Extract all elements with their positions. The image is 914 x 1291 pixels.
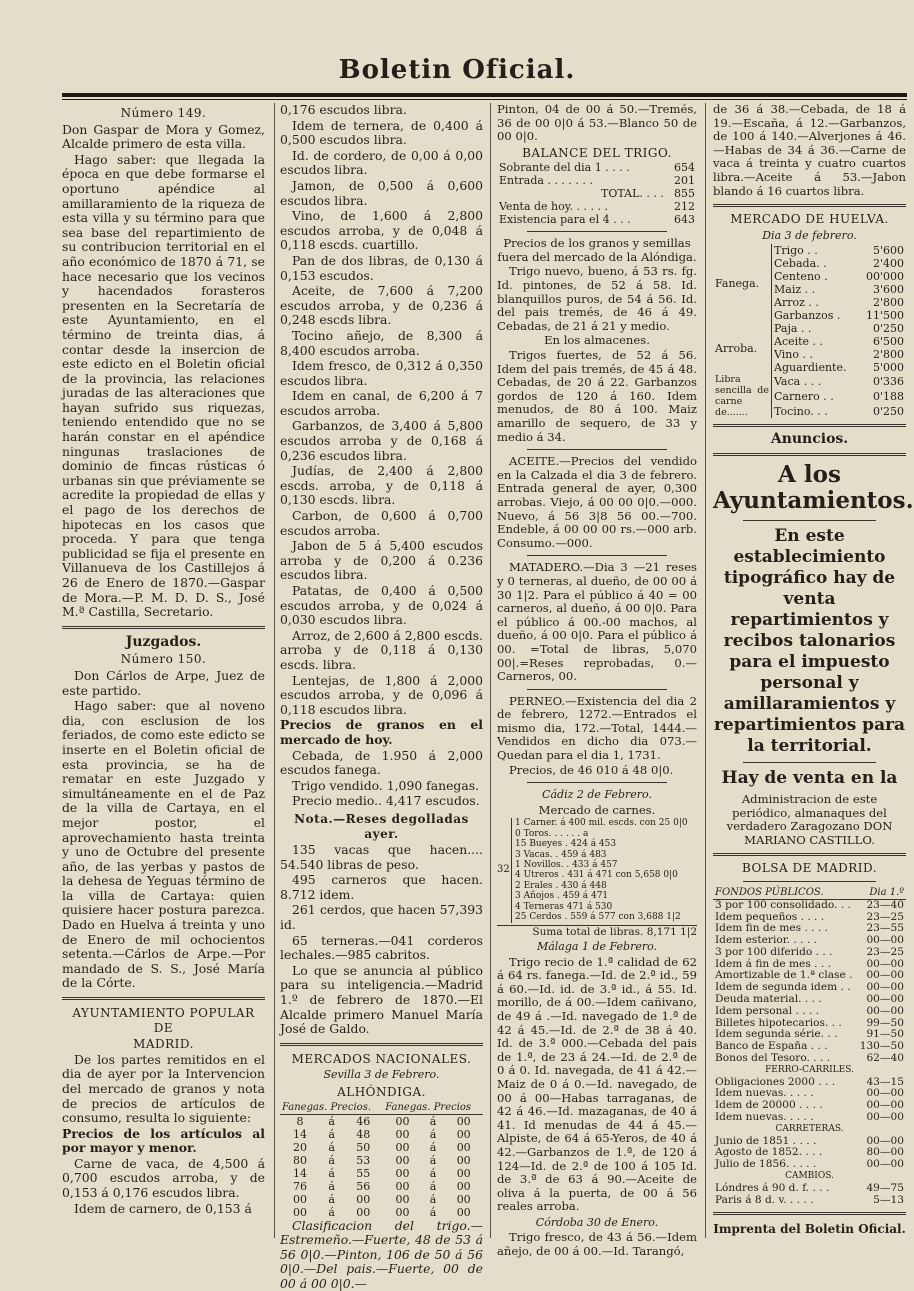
cell: 20 bbox=[280, 1141, 320, 1154]
cell: 00 bbox=[444, 1114, 483, 1128]
cell: 55 bbox=[343, 1167, 383, 1180]
cell: 53 bbox=[343, 1154, 383, 1167]
divider bbox=[743, 762, 876, 763]
cell: á bbox=[320, 1180, 343, 1193]
cell: 00 bbox=[343, 1193, 383, 1206]
cell: 00 bbox=[444, 1167, 483, 1180]
price-item: Judías, de 2,400 á 2,800 escds. arroba, y de 0,118 á 0,130 escds. libra. bbox=[280, 464, 483, 508]
cell: 00—00 bbox=[857, 935, 906, 947]
cell: 76 bbox=[280, 1180, 320, 1193]
price-item: Jabon de 5 á 5,400 escudos arroba y de 0,200 á 0.236 escudos libra. bbox=[280, 539, 483, 583]
cell: 00—00 bbox=[857, 970, 906, 982]
list-item: 15 Bueyes . 424 á 453 bbox=[515, 839, 688, 849]
cell: Aceite . . bbox=[772, 335, 859, 348]
cell: 56 bbox=[343, 1180, 383, 1193]
table-row bbox=[497, 161, 697, 174]
cell: 00 bbox=[383, 1128, 422, 1141]
header-cell: Precios. bbox=[330, 1102, 371, 1113]
paragraph: 135 vacas que hacen.... 54.540 libras de peso. bbox=[280, 843, 483, 872]
table-subheading bbox=[713, 1124, 906, 1136]
paragraph: Precio medio.. 4,417 escudos. bbox=[280, 794, 483, 809]
cell: Lóndres á 90 d. f. . . . bbox=[713, 1183, 857, 1195]
price-item: Idem de ternera, de 0,400 á 0,500 escudos libra. bbox=[280, 119, 483, 148]
table-row bbox=[713, 1112, 906, 1124]
cell: Deuda material. . . . bbox=[713, 994, 857, 1006]
cell: á bbox=[320, 1128, 343, 1141]
cell: 00—00 bbox=[857, 1006, 906, 1018]
advert-text: En este establecimiento tipográfico hay de venta repartimientos y recibos talonarios para el impuesto personal y amillaramientos y repartimientos para la territorial. bbox=[713, 526, 906, 757]
table-header bbox=[280, 1101, 383, 1115]
price-item: Lentejas, de 1,800 á 2,000 escudos arroba, y de 0,096 á 0,118 escudos libra. bbox=[280, 674, 483, 718]
cell: Venta de hoy. . . . . . bbox=[497, 200, 666, 213]
table-header bbox=[383, 1101, 483, 1115]
paragraph: PERNEO.—Existencia del dia 2 de febrero, 1272.—Entrados el mismo dia, 172.—Total, 1444.—Vendidos en dicho dia 073.—Quedan para el dia 1, 1731. bbox=[497, 695, 697, 763]
header-rule bbox=[62, 93, 907, 100]
cell: 130—50 bbox=[857, 1041, 906, 1053]
cell: Idem esterior. . . . . bbox=[713, 935, 857, 947]
cell: 00—00 bbox=[857, 994, 906, 1006]
advert-heading: Hay de venta en la bbox=[713, 768, 906, 789]
paragraph: Cebada, de 1.950 á 2,000 escudos fanega. bbox=[280, 749, 483, 778]
cell: Idem de 20000 . . . . bbox=[713, 1100, 857, 1112]
section-heading: BOLSA DE MADRID. bbox=[713, 862, 906, 876]
table-row bbox=[280, 1128, 483, 1141]
cell: 23—40 bbox=[857, 899, 906, 911]
table-row bbox=[280, 1180, 483, 1193]
divider bbox=[527, 782, 667, 783]
cell: 643 bbox=[666, 213, 697, 226]
paragraph: Trigo vendido. 1,090 fanegas. bbox=[280, 779, 483, 794]
cell: 8 bbox=[280, 1114, 320, 1128]
paragraph: Don Cárlos de Arpe, Juez de este partido. bbox=[62, 669, 265, 698]
cell: 00 bbox=[383, 1167, 422, 1180]
cell: Bonos del Tesoro. . . . bbox=[713, 1053, 857, 1065]
price-item: 0,176 escudos libra. bbox=[280, 103, 483, 118]
cell: Carnero . . bbox=[772, 389, 859, 404]
table-subheading bbox=[713, 1065, 906, 1077]
cell: Idem de segunda idem . . bbox=[713, 982, 857, 994]
table-row bbox=[280, 1114, 483, 1128]
price-item: Aceite, de 7,600 á 7,200 escudos arroba, y de 0,236 á 0,248 escds libra. bbox=[280, 284, 483, 328]
cell: Vino . . bbox=[772, 348, 859, 361]
divider bbox=[713, 204, 906, 207]
cell: 00—00 bbox=[857, 1159, 906, 1171]
paragraph: MATADERO.—Dia 3 —21 reses y 0 terneras, al dueño, de 00 00 á 30 1|2. Para el público á 40 = 00 carneros, al dueño, á 00 0|0. Para el público á 00.-00 machos, al dueño, á 00 0|0. Para el público á 00. =Total de libras, 5,070 00|.=Reses reprobadas, 0.—Carneros, 00. bbox=[497, 561, 697, 683]
advert-title: A los Ayuntamientos. bbox=[713, 462, 906, 514]
unit-label: Arroba. bbox=[713, 322, 772, 374]
printer-imprint: Imprenta del Boletin Oficial. bbox=[713, 1223, 906, 1237]
paragraph: 65 terneras.—041 corderos lechales.—985 cabritos. bbox=[280, 934, 483, 963]
cell: á bbox=[422, 1167, 445, 1180]
cell: 2'800 bbox=[858, 296, 906, 309]
unit-label: Libra sencilla de carne de....... bbox=[713, 374, 772, 418]
table-header-row bbox=[713, 887, 906, 899]
table-row bbox=[713, 1053, 906, 1065]
cell: Paja . . bbox=[772, 322, 859, 335]
cell: 00 bbox=[444, 1141, 483, 1154]
cell: 46 bbox=[343, 1114, 383, 1128]
cell: 654 bbox=[666, 161, 697, 174]
subheading: Precios de granos en el mercado de hoy. bbox=[280, 718, 483, 747]
price-item: Tocino añejo, de 8,300 á 8,400 escudos arroba. bbox=[280, 329, 483, 358]
paragraph: de 36 á 38.—Cebada, de 18 á 19.—Escaña, á 12.—Garbanzos, de 100 á 140.—Alverjones á 46.—Habas de 34 á 36.—Carne de vaca á treinta y cuatro cuartos libra.—Aceite á 53.—Jabon blando á 16 cuartos libra. bbox=[713, 103, 906, 198]
price-item: Arroz, de 2,600 á 2,800 escds. arroba y de 0,118 á 0,130 escds. libra. bbox=[280, 629, 483, 673]
cell: 6'500 bbox=[858, 335, 906, 348]
paragraph: Don Gaspar de Mora y Gomez, Alcalde primero de esta villa. bbox=[62, 123, 265, 152]
cell: 0'250 bbox=[858, 404, 906, 419]
cell: 50 bbox=[343, 1141, 383, 1154]
cell: 00 bbox=[444, 1180, 483, 1193]
cell: 00'000 bbox=[858, 270, 906, 283]
cell: 855 bbox=[666, 187, 697, 200]
cell: Amortizable de 1.ª clase . bbox=[713, 970, 857, 982]
cell: 3'600 bbox=[858, 283, 906, 296]
cell: 00—00 bbox=[857, 1136, 906, 1148]
cell: Paris á 8 d. v. . . . . bbox=[713, 1195, 857, 1207]
table-row bbox=[497, 187, 697, 200]
cell: CARRETERAS. bbox=[713, 1124, 906, 1136]
table-row bbox=[713, 1159, 906, 1171]
cell: 43—15 bbox=[857, 1077, 906, 1089]
cell: 5'600 bbox=[858, 244, 906, 257]
cell: á bbox=[320, 1206, 343, 1219]
cell: FERRO-CARRILES. bbox=[713, 1065, 906, 1077]
cell: 5'000 bbox=[858, 361, 906, 374]
cell: Cebada. . bbox=[772, 257, 859, 270]
table-row bbox=[713, 899, 906, 911]
market-date: Málaga 1 de Febrero. bbox=[497, 940, 697, 954]
divider bbox=[280, 1043, 483, 1046]
divider bbox=[713, 853, 906, 856]
table-row bbox=[497, 174, 697, 187]
cell: 00 bbox=[383, 1141, 422, 1154]
cell: Maiz . . bbox=[772, 283, 859, 296]
cell: Billetes hipotecarios. . . bbox=[713, 1018, 857, 1030]
edict-number: Número 149. bbox=[62, 106, 265, 121]
cell: á bbox=[320, 1141, 343, 1154]
cell: Julio de 1856. . . . . bbox=[713, 1159, 857, 1171]
divider bbox=[62, 997, 265, 1000]
cell: Idem á fin de mes . . . bbox=[713, 959, 857, 971]
cell: Agosto de 1852. . . . bbox=[713, 1147, 857, 1159]
paragraph: Carne de vaca, de 4,500 á 0,700 escudos arroba, y de 0,153 á 0,176 escudos libra. bbox=[62, 1157, 265, 1201]
list-item: 1 Novillos. . 433 á 457 bbox=[515, 860, 688, 870]
paragraph: De los partes remitidos en el dia de ayer por la Intervencion del mercado de granos y nota de precios de artículos de consumo, resulta lo siguiente: bbox=[62, 1053, 265, 1126]
divider bbox=[713, 424, 906, 427]
cell: Banco de España . . . bbox=[713, 1041, 857, 1053]
header-cell: Fanegas. bbox=[282, 1102, 327, 1113]
table-row bbox=[497, 213, 697, 226]
cell: 5—13 bbox=[857, 1195, 906, 1207]
cell: 3 por 100 diferido . . . bbox=[713, 947, 857, 959]
cell: 2'400 bbox=[858, 257, 906, 270]
cell: 00—00 bbox=[857, 959, 906, 971]
divider bbox=[713, 453, 906, 456]
market-date: Cádiz 2 de Febrero. bbox=[497, 788, 697, 802]
cell: 49—75 bbox=[857, 1183, 906, 1195]
cell: 00—00 bbox=[857, 1100, 906, 1112]
paragraph: Hago saber: que llegada la época en que debe formarse el oportuno apéndice al amillaramiento de la riqueza de esta villa y su término para que sea base del repartimiento de su contribucion territorial en el año económico de 1870 á 71, se hace necesario que los vecinos y hacendados forasteros presenten en la Secretaría de este Ayuntamiento, en el término de treinta dias, á contar desde la insercion de este edicto en el Boletin oficial de la provincia, las relaciones juradas de las alteraciones que hayan sufrido sus riquezas, teniendo entendido que no se harán constar en el apéndice ningunas traslaciones de dominio de fincas rústicas ó urbanas sin que préviamente se acredite la propiedad de ellas y el pago de los derechos de hipotecas en los casos que proceda. Y para que tenga publicidad se fija el presente en Villanueva de los Castillejos á 26 de Enero de 1870.—Gaspar de Mora.—P. M. D. D. S., José M.ª Castilla, Secretario. bbox=[62, 153, 265, 620]
cell: Idem fin de mes . . . . bbox=[713, 923, 857, 935]
column-1 bbox=[62, 103, 265, 1233]
subheading: En los almacenes. bbox=[497, 334, 697, 348]
subheading: Precios de los artículos al por mayor y menor. bbox=[62, 1127, 265, 1156]
cell: 3 por 100 consolidado. . . bbox=[713, 899, 857, 911]
cell: 00 bbox=[383, 1180, 422, 1193]
cell: 80—00 bbox=[857, 1147, 906, 1159]
cell: 00 bbox=[444, 1193, 483, 1206]
subheading: Mercado de carnes. bbox=[497, 804, 697, 818]
section-heading: Juzgados. bbox=[62, 635, 265, 650]
cell: Idem segunda série. . . bbox=[713, 1029, 857, 1041]
header-cell: Fanegas. bbox=[385, 1102, 430, 1113]
cell: 00 bbox=[444, 1154, 483, 1167]
column-3 bbox=[497, 103, 697, 1233]
cell: 00 bbox=[444, 1128, 483, 1141]
header-cell: Precios bbox=[434, 1102, 471, 1113]
cell: á bbox=[422, 1128, 445, 1141]
cell: á bbox=[320, 1154, 343, 1167]
list-item: 2 Erales . 430 á 448 bbox=[515, 881, 688, 891]
paragraph: Clasificacion del trigo.—Estremeño.—Fuerte, 48 de 53 á 56 0|0.—Pinton, 106 de 50 á 56 0|0.—Del pais.—Fuerte, 00 de 00 á 00 0|0.— bbox=[280, 1219, 483, 1291]
cell: 14 bbox=[280, 1128, 320, 1141]
paragraph: 495 carneros que hacen. 8.712 idem. bbox=[280, 873, 483, 902]
paragraph: Pinton, 04 de 00 á 50.—Tremés, 36 de 00 0|0 á 53.—Blanco 50 de 00 0|0. bbox=[497, 103, 697, 144]
column-rule bbox=[705, 103, 706, 1238]
cell: 00 bbox=[280, 1193, 320, 1206]
cell: Vaca . . . bbox=[772, 374, 859, 389]
cell: 00—00 bbox=[857, 982, 906, 994]
cell: Sobrante del dia 1 . . . . bbox=[497, 161, 666, 174]
balance-table bbox=[497, 161, 697, 226]
unit-label: Fanega. bbox=[713, 244, 772, 322]
cell: á bbox=[320, 1114, 343, 1128]
cell: Aguardiente. bbox=[772, 361, 859, 374]
cell: 212 bbox=[666, 200, 697, 213]
cell: TOTAL. . . . bbox=[497, 187, 666, 200]
cell: Idem nuevas. . . . . bbox=[713, 1088, 857, 1100]
paragraph: Idem de carnero, de 0,153 á bbox=[62, 1202, 265, 1217]
market-date: Sevilla 3 de Febrero. bbox=[280, 1068, 483, 1083]
carnes-list bbox=[511, 818, 688, 922]
list-item: 1 Carner. á 400 mil. escds. con 25 0|0 bbox=[515, 818, 688, 828]
cell: 00 bbox=[383, 1206, 422, 1219]
cell: CAMBIOS. bbox=[713, 1171, 906, 1183]
header-cell: Dia 1.º bbox=[857, 887, 906, 899]
price-item: Garbanzos, de 3,400 á 5,800 escudos arroba y de 0,168 á 0,236 escudos libra. bbox=[280, 419, 483, 463]
section-heading: Anuncios. bbox=[713, 433, 906, 447]
section-heading: MERCADOS NACIONALES. bbox=[280, 1052, 483, 1067]
table-row bbox=[713, 1183, 906, 1195]
table-row bbox=[280, 1193, 483, 1206]
paragraph: Trigo recio de 1.ª calidad de 62 á 64 rs. fanega.—Id. de 2.ª id., 59 á 60.—Id. id. de 3.ª id., á 55. Id. morillo, de á 00.—Idem cañivano, de 49 á .—Id. navegado de 1.ª de 42 á 45.—Id. de 2.ª de 38 á 40. Id. de 3.ª 000.—Cebada del pais de 1.ª, de 23 á 24.—Id. de 2.ª de 0 á 0. Id. navegada, de 41 á 42.—Maiz de 0 á 0.—Id. navegado, de 00 á 00—Habas tarraganas, de 42 á 46.—Id. mazaganas, de 40 á 41. Id menudas de 44 á 45.—Alpiste, de 64 á 65-Yeros, de 40 á 42.—Garbanzos de 1.ª, de 120 á 124—Id. de 2.ª de 100 á 105 Id. de 3.ª de 63 á 90.—Aceite de oliva á la puerta, de 00 á 56 reales arroba. bbox=[497, 956, 697, 1214]
cell: Arroz . . bbox=[772, 296, 859, 309]
table-row bbox=[713, 1006, 906, 1018]
divider bbox=[62, 626, 265, 629]
price-item: Id. de cordero, de 0,00 á 0,00 escudos libra. bbox=[280, 149, 483, 178]
huelva-table bbox=[713, 244, 906, 418]
paragraph: Trigos fuertes, de 52 á 56. Idem del pais tremés, de 45 á 48. Cebadas, de 20 á 22. Garbanzos gordos de 120 á 160. Idem menudos, de 80 á 100. Maiz amarillo de sequero, de 33 y medio á 34. bbox=[497, 349, 697, 444]
cell: á bbox=[422, 1206, 445, 1219]
cell: 00 bbox=[343, 1206, 383, 1219]
table-row bbox=[713, 374, 906, 389]
cell: á bbox=[422, 1141, 445, 1154]
market-date: Córdoba 30 de Enero. bbox=[497, 1216, 697, 1230]
cell: 00 bbox=[383, 1154, 422, 1167]
table-row bbox=[713, 322, 906, 335]
list-item: 3 Vacas. . 459 á 483 bbox=[515, 850, 688, 860]
table-row bbox=[280, 1167, 483, 1180]
column-4 bbox=[713, 103, 906, 1233]
cell: 23—25 bbox=[857, 947, 906, 959]
divider bbox=[713, 1212, 906, 1215]
cell: 00 bbox=[383, 1193, 422, 1206]
header-cell: FONDOS PÚBLICOS. bbox=[713, 887, 857, 899]
cell: á bbox=[422, 1193, 445, 1206]
divider bbox=[527, 449, 667, 450]
cell: Idem nuevas. . . . . bbox=[713, 1112, 857, 1124]
carnes-block bbox=[497, 818, 697, 922]
cell: 201 bbox=[666, 174, 697, 187]
cell: 00—00 bbox=[857, 1112, 906, 1124]
cell: 14 bbox=[280, 1167, 320, 1180]
cell: 11'500 bbox=[858, 309, 906, 322]
price-item: Patatas, de 0,400 á 0,500 escudos arroba, y de 0,024 á 0,030 escudos libra. bbox=[280, 584, 483, 628]
paragraph: Hago saber: que al noveno dia, con esclusion de los feriados, de como este edicto se inserte en el Boletin oficial de esta provincia, se ha de rematar en este Juzgado y simultáneamente en el de Paz de la villa de Cartaya, en el mejor postor, el aprovechamiento hasta treinta y uno de Octubre del presente año, de las yerbas y pastos de la dehesa de Yeguas término de la villa de Cartaya: quien quisiere hacer postura parezca. Dado en Huelva á treinta y uno de Enero de mil ochocientos setenta.—Cárlos de Arpe.—Por mandado de S. S., José María de la Córte. bbox=[62, 699, 265, 991]
list-item: 4 Utreros . 431 á 471 con 5,658 0|0 bbox=[515, 870, 688, 880]
table-row bbox=[713, 1195, 906, 1207]
paragraph: Trigo fresco, de 43 á 56.—Idem añejo, de 00 á 00.—Id. Tarangó, bbox=[497, 1231, 697, 1258]
edict-number: Número 150. bbox=[62, 652, 265, 667]
table-row bbox=[713, 244, 906, 257]
cell: á bbox=[320, 1193, 343, 1206]
cell: Obligaciones 2000 . . . bbox=[713, 1077, 857, 1089]
cell: 00—00 bbox=[857, 1088, 906, 1100]
paragraph: ACEITE.—Precios del vendido en la Calzada el dia 3 de febrero. Entrada general de ayer, 0,300 arrobas. Viejo, á 00 00 0|0.—000. Nuevo, á 56 3|8 56 00.—700. Endeble, á 00 00 00 rs.—000 arb. Consumo.—000. bbox=[497, 455, 697, 550]
cell: á bbox=[422, 1114, 445, 1128]
table-row bbox=[280, 1154, 483, 1167]
cell: Idem pequeños . . . . bbox=[713, 912, 857, 924]
cell: Tocino. . . bbox=[772, 404, 859, 419]
cell: á bbox=[422, 1154, 445, 1167]
cell: 0'250 bbox=[858, 322, 906, 335]
column-rule bbox=[274, 103, 275, 1238]
list-item: 25 Cerdos . 559 á 577 con 3,688 1|2 bbox=[515, 912, 688, 922]
section-heading: BALANCE DEL TRIGO. bbox=[497, 147, 697, 160]
price-item: Jamon, de 0,500 á 0,600 escudos libra. bbox=[280, 179, 483, 208]
subheading: Nota.—Reses degolladas ayer. bbox=[280, 812, 483, 841]
market-date: Dia 3 de febrero. bbox=[713, 229, 906, 243]
cell: 91—50 bbox=[857, 1029, 906, 1041]
bolsa-table bbox=[713, 887, 906, 1207]
cell: 0'336 bbox=[858, 374, 906, 389]
cell: 48 bbox=[343, 1128, 383, 1141]
section-heading: AYUNTAMIENTO POPULAR DE bbox=[62, 1006, 265, 1035]
cell: 00 bbox=[383, 1114, 422, 1128]
cell: 23—25 bbox=[857, 912, 906, 924]
cell: 62—40 bbox=[857, 1053, 906, 1065]
cell: Junio de 1851 . . . . bbox=[713, 1136, 857, 1148]
table-row bbox=[713, 947, 906, 959]
list-item: 3 Añojos . 459 á 471 bbox=[515, 891, 688, 901]
price-item: Pan de dos libras, de 0,130 á 0,153 escudos. bbox=[280, 254, 483, 283]
cell: Centeno . bbox=[772, 270, 859, 283]
cell: 99—50 bbox=[857, 1018, 906, 1030]
paragraph: 261 cerdos, que hacen 57,393 id. bbox=[280, 903, 483, 932]
divider bbox=[743, 520, 876, 521]
table-row bbox=[280, 1206, 483, 1219]
cell: 00 bbox=[280, 1206, 320, 1219]
section-heading: MERCADO DE HUELVA. bbox=[713, 213, 906, 227]
section-subheading: MADRID. bbox=[62, 1038, 265, 1051]
price-item: Idem fresco, de 0,312 á 0,350 escudos libra. bbox=[280, 359, 483, 388]
cell: 0'188 bbox=[858, 389, 906, 404]
list-item: 4 Terneras 471 á 530 bbox=[515, 902, 688, 912]
divider bbox=[527, 231, 667, 232]
paragraph: Precios, de 46 010 á 48 0|0. bbox=[497, 764, 697, 778]
paragraph: Lo que se anuncia al público para su inteligencia.—Madrid 1.º de febrero de 1870.—El Alcalde primero Manuel María José de Galdo. bbox=[280, 964, 483, 1037]
divider bbox=[743, 881, 876, 882]
cell: 2'800 bbox=[858, 348, 906, 361]
cell: Entrada . . . . . . . bbox=[497, 174, 666, 187]
cell: á bbox=[422, 1180, 445, 1193]
cell: Existencia para el 4 . . . bbox=[497, 213, 666, 226]
total-line: Suma total de libras. 8,171 1|2 bbox=[497, 925, 697, 939]
cell: Idem personal . . . . bbox=[713, 1006, 857, 1018]
sevilla-table bbox=[280, 1101, 483, 1219]
price-item: Idem en canal, de 6,200 á 7 escudos arroba. bbox=[280, 389, 483, 418]
list-item: 0 Toros. . . . . . a bbox=[515, 829, 688, 839]
cell: Trigo . . bbox=[772, 244, 859, 257]
cell: 80 bbox=[280, 1154, 320, 1167]
cell: á bbox=[320, 1167, 343, 1180]
masthead-title: Boletin Oficial. bbox=[0, 55, 914, 85]
price-item: Vino, de 1,600 á 2,800 escudos arroba, y de 0,048 á 0,118 escds. cuartillo. bbox=[280, 209, 483, 253]
divider bbox=[527, 689, 667, 690]
table-row bbox=[280, 1141, 483, 1154]
paragraph: Trigo nuevo, bueno, á 53 rs. fg. Id. pintones, de 52 á 58. Id. blanquillos puros, de 54 á 56. Id. del pais tremés, de 46 á 49. Cebadas, de 21 á 21 y medio. bbox=[497, 265, 697, 333]
subheading: Precios de los granos y semillas fuera del mercado de la Alóndiga. bbox=[497, 237, 697, 264]
paragraph: Administracion de este periódico, almanaques del verdadero Zaragozano DON MARIANO CASTILLO. bbox=[713, 793, 906, 847]
column-rule bbox=[490, 103, 491, 1238]
price-item: Carbon, de 0,600 á 0,700 escudos arroba. bbox=[280, 509, 483, 538]
column-2 bbox=[280, 103, 483, 1233]
divider bbox=[527, 555, 667, 556]
cell: 00 bbox=[444, 1206, 483, 1219]
cell: 23—55 bbox=[857, 923, 906, 935]
cell: Garbanzos . bbox=[772, 309, 859, 322]
table-row bbox=[497, 200, 697, 213]
carnes-total-label: 32 bbox=[497, 865, 511, 875]
market-subheading: ALHÓNDIGA. bbox=[280, 1086, 483, 1099]
